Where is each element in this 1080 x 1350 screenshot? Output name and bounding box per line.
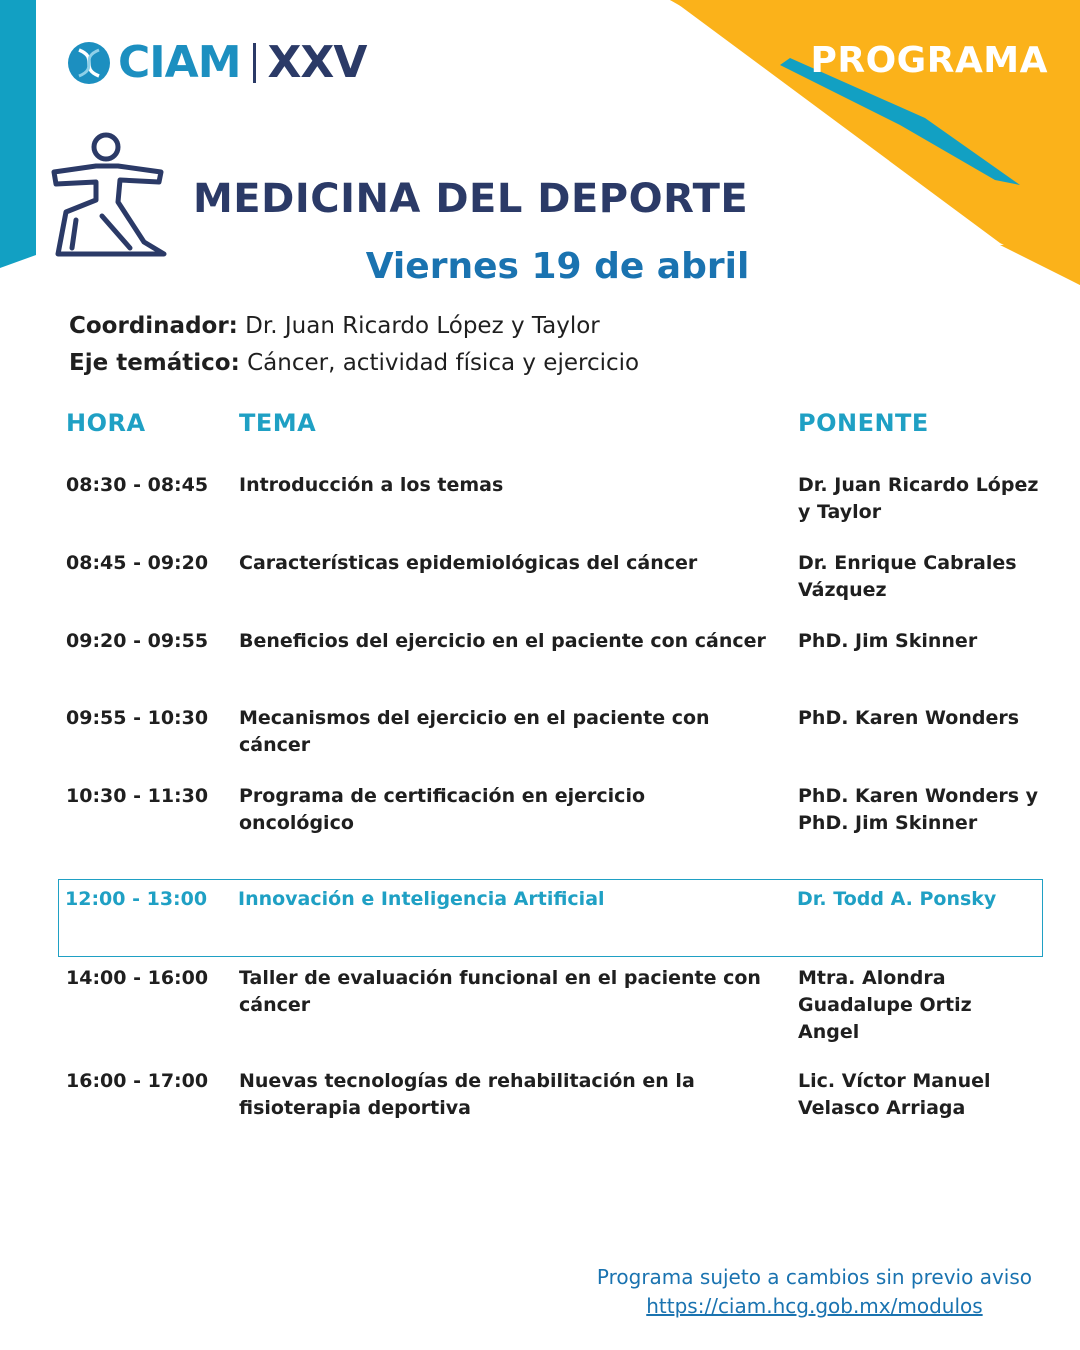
footer (597, 1263, 1032, 1321)
row-topic: Introducción a los temas (239, 474, 504, 496)
row-time: 08:30 - 08:45 (66, 474, 209, 496)
row-time: 14:00 - 16:00 (66, 967, 209, 989)
row-topic: Taller de evaluación funcional en el paciente con cáncer (239, 967, 761, 1016)
theme-line (69, 350, 639, 376)
logo-separator (253, 43, 256, 83)
row-time: 12:00 - 13:00 (65, 888, 208, 910)
row-topic: Programa de certificación en ejercicio oncológico (239, 785, 646, 834)
row-speaker: PhD. Karen Wonders (798, 707, 1020, 729)
row-speaker: Dr. Juan Ricardo López y Taylor (798, 474, 1039, 523)
header-tema: TEMA (239, 409, 317, 437)
table-row (58, 472, 1043, 532)
row-speaker: Lic. Víctor Manuel Velasco Arriaga (798, 1070, 991, 1119)
table-row (58, 550, 1043, 610)
programa-badge: PROGRAMA (810, 40, 1048, 81)
row-speaker: Mtra. Alondra Guadalupe Ortiz Angel (798, 967, 972, 1043)
table-row (58, 1068, 1043, 1128)
table-row (58, 783, 1043, 843)
table-row (58, 965, 1043, 1043)
row-time: 10:30 - 11:30 (66, 785, 209, 807)
row-speaker: PhD. Karen Wonders y PhD. Jim Skinner (798, 785, 1039, 834)
logo-edition-text: XXV (267, 37, 367, 88)
page-title: MEDICINA DEL DEPORTE (193, 176, 749, 222)
coordinator-value: Dr. Juan Ricardo López y Taylor (237, 313, 600, 339)
table-row-highlighted (58, 879, 1043, 957)
row-topic: Beneficios del ejercicio en el paciente con cáncer (239, 630, 766, 652)
table-row (58, 705, 1043, 765)
row-speaker: Dr. Enrique Cabrales Vázquez (798, 552, 1017, 601)
footer-link[interactable]: https://ciam.hcg.gob.mx/modulos (646, 1294, 983, 1318)
coordinator-label: Coordinador: (69, 313, 238, 339)
row-topic: Innovación e Inteligencia Artificial (238, 888, 605, 910)
theme-label: Eje temático: (69, 350, 240, 376)
event-date: Viernes 19 de abril (365, 246, 750, 287)
left-accent-bar (0, 0, 40, 270)
row-time: 09:20 - 09:55 (66, 630, 209, 652)
row-time: 08:45 - 09:20 (66, 552, 209, 574)
yoga-pose-icon (46, 130, 171, 260)
row-speaker: PhD. Jim Skinner (798, 630, 978, 652)
theme-value: Cáncer, actividad física y ejercicio (239, 350, 640, 376)
header-ponente: PONENTE (798, 409, 929, 437)
table-row (58, 628, 1043, 688)
header-hora: HORA (66, 409, 146, 437)
row-topic: Mecanismos del ejercicio en el paciente con cáncer (239, 707, 710, 756)
row-time: 16:00 - 17:00 (66, 1070, 209, 1092)
ciam-logo (66, 37, 367, 88)
row-time: 09:55 - 10:30 (66, 707, 209, 729)
row-topic: Nuevas tecnologías de rehabilitación en la fisioterapia deportiva (239, 1070, 695, 1119)
row-speaker: Dr. Todd A. Ponsky (797, 888, 997, 910)
footer-note: Programa sujeto a cambios sin previo aviso (596, 1265, 1032, 1289)
logo-ciam-text: CIAM (118, 37, 241, 88)
dna-globe-icon (66, 40, 112, 86)
coordinator-line (69, 313, 600, 339)
row-topic: Características epidemiológicas del cáncer (239, 552, 698, 574)
